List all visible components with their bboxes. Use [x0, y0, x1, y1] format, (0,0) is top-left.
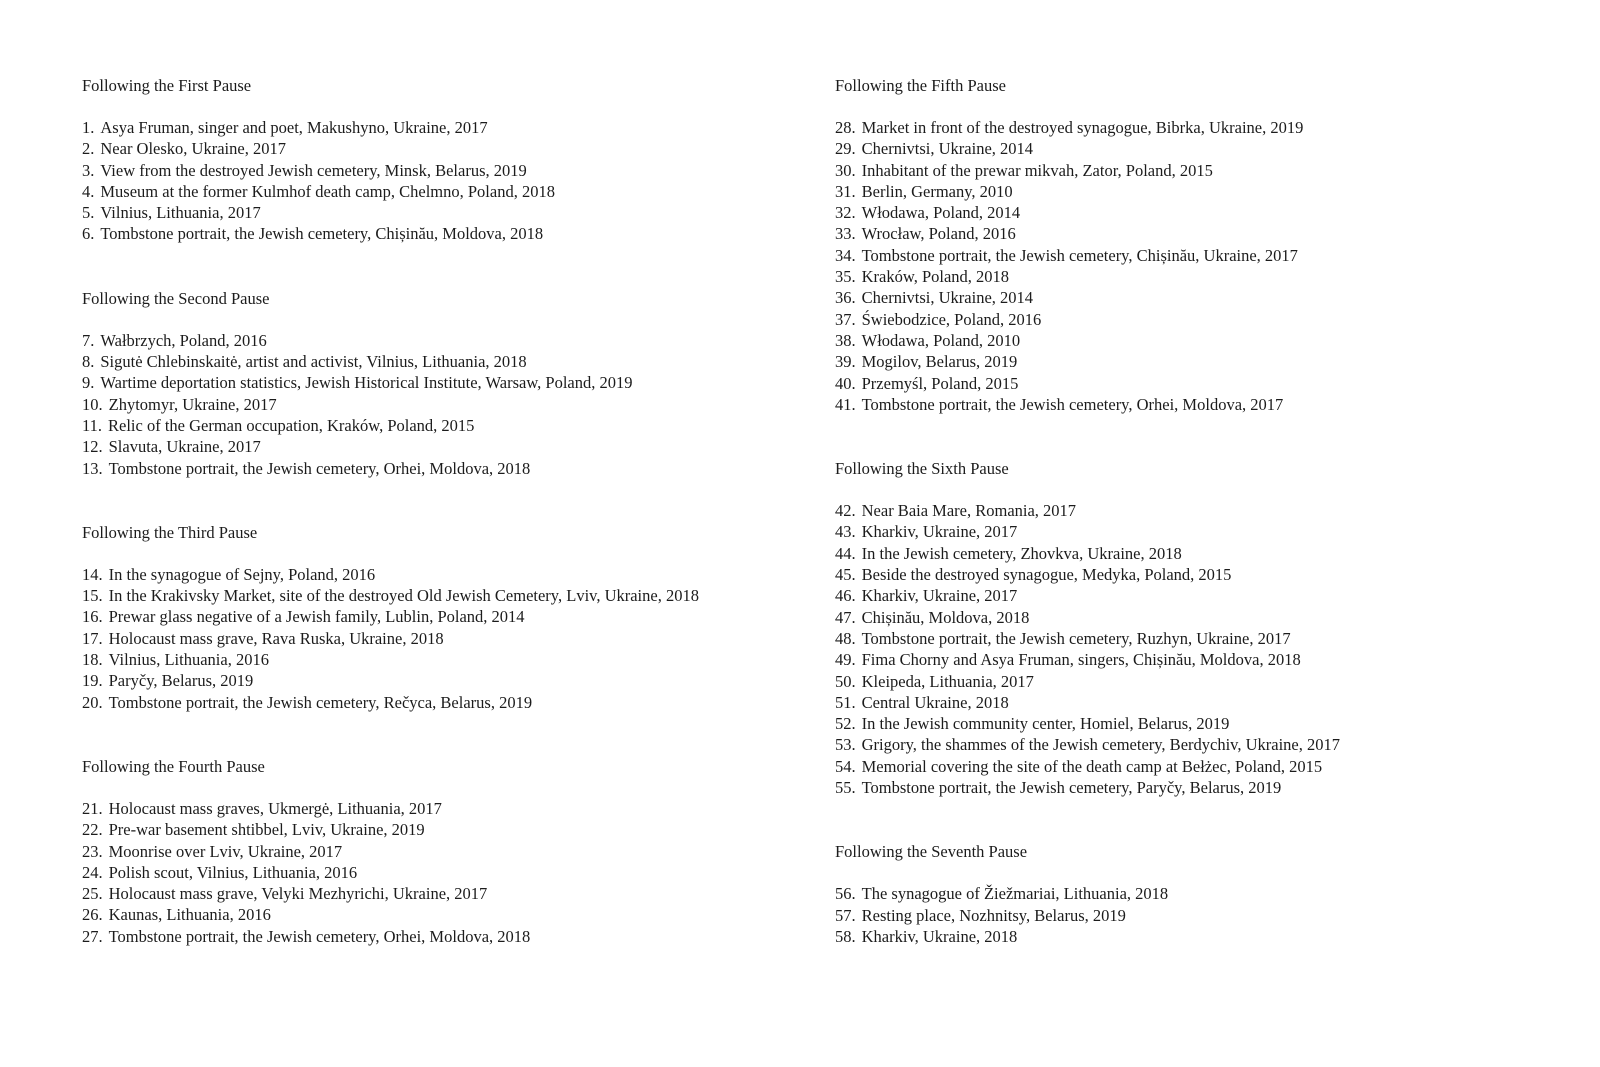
entry-number: 8.	[82, 352, 95, 372]
entry-caption: Tombstone portrait, the Jewish cemetery, Chișinău, Moldova, 2018	[100, 224, 544, 244]
entry-number: 12.	[82, 437, 103, 457]
entry-number: 13.	[82, 458, 103, 478]
caption-entry	[82, 670, 782, 691]
caption-entry	[82, 692, 782, 713]
caption-list	[835, 117, 1555, 415]
entry-number: 15.	[82, 586, 103, 606]
caption-entry	[835, 649, 1555, 670]
caption-entry	[82, 883, 782, 904]
section-heading: Following the Fifth Pause	[835, 76, 1006, 95]
entry-number: 28.	[835, 118, 856, 137]
entry-number: 35.	[835, 267, 856, 287]
entry-caption: Chernivtsi, Ukraine, 2014	[861, 139, 1034, 159]
entry-caption: View from the destroyed Jewish cemetery, Minsk, Belarus, 2019	[100, 160, 527, 180]
entry-number: 55.	[835, 778, 856, 798]
entry-number: 1.	[82, 118, 95, 137]
entry-number: 57.	[835, 905, 856, 925]
caption-list	[82, 798, 782, 947]
entry-caption: Świebodzice, Poland, 2016	[861, 309, 1042, 329]
caption-entry	[82, 181, 782, 202]
entry-caption: Central Ukraine, 2018	[861, 692, 1009, 712]
entry-caption: Wrocław, Poland, 2016	[861, 224, 1016, 244]
entry-number: 36.	[835, 288, 856, 308]
caption-entry	[835, 394, 1555, 415]
entry-number: 33.	[835, 224, 856, 244]
entry-caption: Market in front of the destroyed synagogue, Bibrka, Ukraine, 2019	[861, 118, 1304, 137]
entry-caption: Kharkiv, Ukraine, 2017	[861, 586, 1018, 606]
entry-number: 20.	[82, 692, 103, 712]
entry-number: 5.	[82, 203, 95, 223]
entry-number: 40.	[835, 373, 856, 393]
caption-entry	[82, 372, 782, 393]
entry-number: 44.	[835, 543, 856, 563]
caption-entry	[835, 926, 1555, 947]
caption-entry	[82, 436, 782, 457]
caption-entry	[82, 904, 782, 925]
entry-number: 37.	[835, 309, 856, 329]
caption-entry	[835, 777, 1555, 798]
entry-number: 2.	[82, 139, 95, 159]
entry-number: 43.	[835, 522, 856, 542]
caption-entry	[835, 287, 1555, 308]
entry-number: 42.	[835, 501, 856, 521]
entry-caption: Pre-war basement shtibbel, Lviv, Ukraine, 2019	[108, 820, 425, 840]
entry-caption: Tombstone portrait, the Jewish cemetery, Orhei, Moldova, 2017	[861, 394, 1284, 414]
entry-caption: Paryčy, Belarus, 2019	[108, 671, 254, 691]
entry-caption: Tombstone portrait, the Jewish cemetery, Orhei, Moldova, 2018	[108, 458, 531, 478]
caption-list	[82, 564, 782, 713]
caption-list	[82, 117, 782, 245]
entry-number: 22.	[82, 820, 103, 840]
entry-caption: Przemyśl, Poland, 2015	[861, 373, 1019, 393]
caption-entry	[835, 202, 1555, 223]
caption-entry	[82, 841, 782, 862]
caption-section	[82, 75, 782, 245]
caption-entry	[82, 628, 782, 649]
section-heading: Following the Second Pause	[82, 288, 270, 308]
caption-entry	[82, 606, 782, 627]
caption-entry	[835, 564, 1555, 585]
caption-entry	[82, 798, 782, 819]
section-heading: Following the Third Pause	[82, 522, 258, 542]
entry-number: 47.	[835, 607, 856, 627]
entry-caption: Resting place, Nozhnitsy, Belarus, 2019	[861, 905, 1126, 925]
caption-entry	[835, 628, 1555, 649]
caption-entry	[835, 330, 1555, 351]
caption-entry	[835, 905, 1555, 926]
entry-number: 32.	[835, 203, 856, 223]
caption-entry	[835, 543, 1555, 564]
entry-caption: Asya Fruman, singer and poet, Makushyno, Ukraine, 2017	[100, 118, 488, 137]
entry-caption: Włodawa, Poland, 2010	[861, 330, 1021, 350]
caption-entry	[82, 926, 782, 947]
entry-caption: Kharkiv, Ukraine, 2017	[861, 522, 1018, 542]
entry-number: 49.	[835, 650, 856, 670]
entry-number: 26.	[82, 905, 103, 925]
entry-caption: Near Olesko, Ukraine, 2017	[100, 139, 286, 159]
entry-caption: In the synagogue of Sejny, Poland, 2016	[108, 564, 376, 584]
entry-caption: Tombstone portrait, the Jewish cemetery, Chișinău, Ukraine, 2017	[861, 245, 1298, 265]
caption-list	[835, 500, 1555, 798]
entry-caption: Mogilov, Belarus, 2019	[861, 352, 1018, 372]
entry-caption: Włodawa, Poland, 2014	[861, 203, 1021, 223]
entry-number: 18.	[82, 650, 103, 670]
entry-caption: Kleipeda, Lithuania, 2017	[861, 671, 1034, 691]
entry-number: 19.	[82, 671, 103, 691]
caption-entry	[835, 521, 1555, 542]
caption-list	[82, 330, 782, 479]
caption-entry	[82, 564, 782, 585]
caption-entry	[82, 351, 782, 372]
entry-number: 51.	[835, 692, 856, 712]
entry-caption: Tombstone portrait, the Jewish cemetery, Paryčy, Belarus, 2019	[861, 778, 1282, 798]
entry-caption: Sigutė Chlebinskaitė, artist and activist, Vilnius, Lithuania, 2018	[100, 352, 527, 372]
entry-number: 46.	[835, 586, 856, 606]
entry-number: 24.	[82, 862, 103, 882]
entry-caption: Kraków, Poland, 2018	[861, 267, 1010, 287]
entry-number: 31.	[835, 181, 856, 201]
caption-section	[82, 522, 782, 713]
entry-caption: In the Krakivsky Market, site of the destroyed Old Jewish Cemetery, Lviv, Ukraine, 2018	[108, 586, 699, 606]
caption-entry	[82, 202, 782, 223]
entry-number: 38.	[835, 330, 856, 350]
caption-entry	[835, 223, 1555, 244]
caption-entry	[835, 245, 1555, 266]
entry-number: 16.	[82, 607, 103, 627]
caption-entry	[835, 160, 1555, 181]
entry-caption: Vilnius, Lithuania, 2016	[108, 650, 269, 670]
caption-list	[835, 883, 1555, 947]
entry-number: 27.	[82, 926, 103, 946]
entry-caption: Memorial covering the site of the death camp at Bełżec, Poland, 2015	[861, 756, 1323, 776]
entry-caption: In the Jewish cemetery, Zhovkva, Ukraine, 2018	[861, 543, 1182, 563]
entry-caption: Berlin, Germany, 2010	[861, 181, 1013, 201]
entry-number: 7.	[82, 330, 95, 350]
caption-entry	[835, 181, 1555, 202]
entry-caption: Beside the destroyed synagogue, Medyka, Poland, 2015	[861, 565, 1232, 585]
entry-caption: Near Baia Mare, Romania, 2017	[861, 501, 1077, 521]
entry-caption: Slavuta, Ukraine, 2017	[108, 437, 261, 457]
entry-number: 30.	[835, 160, 856, 180]
entry-caption: Holocaust mass grave, Rava Ruska, Ukraine, 2018	[108, 628, 444, 648]
entry-number: 54.	[835, 756, 856, 776]
entry-caption: Holocaust mass graves, Ukmergė, Lithuania, 2017	[108, 798, 442, 818]
right-column	[835, 75, 1555, 990]
entry-number: 9.	[82, 373, 95, 393]
entry-number: 25.	[82, 884, 103, 904]
entry-caption: Tombstone portrait, the Jewish cemetery, Rečyca, Belarus, 2019	[108, 692, 533, 712]
caption-entry	[835, 607, 1555, 628]
entry-caption: Fima Chorny and Asya Fruman, singers, Chișinău, Moldova, 2018	[861, 650, 1301, 670]
entry-caption: Grigory, the shammes of the Jewish cemetery, Berdychiv, Ukraine, 2017	[861, 735, 1340, 755]
caption-entry	[82, 415, 782, 436]
entry-number: 48.	[835, 628, 856, 648]
entry-number: 4.	[82, 181, 95, 201]
caption-entry	[82, 223, 782, 244]
caption-entry	[835, 692, 1555, 713]
entry-caption: In the Jewish community center, Homiel, Belarus, 2019	[861, 714, 1230, 734]
entry-number: 10.	[82, 394, 103, 414]
caption-entry	[82, 160, 782, 181]
entry-number: 39.	[835, 352, 856, 372]
entry-number: 58.	[835, 926, 856, 946]
entry-caption: Prewar glass negative of a Jewish family, Lublin, Poland, 2014	[108, 607, 525, 627]
entry-number: 41.	[835, 394, 856, 414]
entry-caption: Tombstone portrait, the Jewish cemetery, Orhei, Moldova, 2018	[108, 926, 531, 946]
caption-entry	[835, 309, 1555, 330]
entry-caption: The synagogue of Žiežmariai, Lithuania, 2018	[861, 884, 1169, 904]
caption-entry	[835, 713, 1555, 734]
entry-caption: Inhabitant of the prewar mikvah, Zator, Poland, 2015	[861, 160, 1213, 180]
caption-entry	[835, 266, 1555, 287]
entry-number: 29.	[835, 139, 856, 159]
caption-section	[835, 458, 1555, 798]
caption-entry	[835, 500, 1555, 521]
entry-caption: Wałbrzych, Poland, 2016	[100, 330, 267, 350]
entry-caption: Kaunas, Lithuania, 2016	[108, 905, 271, 925]
entry-number: 34.	[835, 245, 856, 265]
section-heading: Following the Sixth Pause	[835, 459, 1009, 479]
entry-number: 11.	[82, 415, 103, 435]
section-heading: Following the Fourth Pause	[82, 756, 265, 776]
caption-entry	[835, 351, 1555, 372]
entry-number: 21.	[82, 798, 103, 818]
entry-caption: Moonrise over Lviv, Ukraine, 2017	[108, 841, 343, 861]
caption-section	[835, 75, 1555, 415]
caption-entry	[835, 883, 1555, 904]
caption-entry	[82, 394, 782, 415]
entry-caption: Chernivtsi, Ukraine, 2014	[861, 288, 1034, 308]
entry-number: 17.	[82, 628, 103, 648]
caption-entry	[835, 671, 1555, 692]
caption-section	[82, 288, 782, 479]
caption-entry	[82, 117, 782, 138]
entry-caption: Vilnius, Lithuania, 2017	[100, 203, 261, 223]
entry-number: 50.	[835, 671, 856, 691]
entry-caption: Holocaust mass grave, Velyki Mezhyrichi, Ukraine, 2017	[108, 884, 488, 904]
entry-number: 56.	[835, 884, 856, 904]
section-heading: Following the Seventh Pause	[835, 842, 1028, 862]
entry-caption: Polish scout, Vilnius, Lithuania, 2016	[108, 862, 358, 882]
entry-caption: Zhytomyr, Ukraine, 2017	[108, 394, 277, 414]
caption-section	[82, 756, 782, 947]
caption-section	[835, 841, 1555, 947]
caption-entry	[82, 862, 782, 883]
entry-caption: Museum at the former Kulmhof death camp, Chelmno, Poland, 2018	[100, 181, 555, 201]
caption-entry	[835, 117, 1555, 138]
caption-entry	[835, 373, 1555, 394]
caption-entry	[835, 585, 1555, 606]
entry-number: 6.	[82, 224, 95, 244]
left-column	[82, 75, 782, 990]
entry-caption: Tombstone portrait, the Jewish cemetery, Ruzhyn, Ukraine, 2017	[861, 628, 1291, 648]
caption-entry	[835, 734, 1555, 755]
entry-caption: Kharkiv, Ukraine, 2018	[861, 926, 1018, 946]
caption-entry	[82, 138, 782, 159]
entry-caption: Wartime deportation statistics, Jewish Historical Institute, Warsaw, Poland, 2019	[100, 373, 633, 393]
entry-caption: Relic of the German occupation, Kraków, Poland, 2015	[108, 415, 475, 435]
entry-number: 53.	[835, 735, 856, 755]
caption-entry	[82, 585, 782, 606]
entry-number: 14.	[82, 564, 103, 584]
entry-number: 3.	[82, 160, 95, 180]
section-heading: Following the First Pause	[82, 76, 252, 95]
caption-entry	[835, 138, 1555, 159]
entry-number: 45.	[835, 565, 856, 585]
entry-caption: Chișinău, Moldova, 2018	[861, 607, 1030, 627]
caption-entry	[82, 649, 782, 670]
caption-entry	[835, 756, 1555, 777]
entry-number: 52.	[835, 714, 856, 734]
caption-entry	[82, 819, 782, 840]
caption-entry	[82, 458, 782, 479]
caption-entry	[82, 330, 782, 351]
entry-number: 23.	[82, 841, 103, 861]
